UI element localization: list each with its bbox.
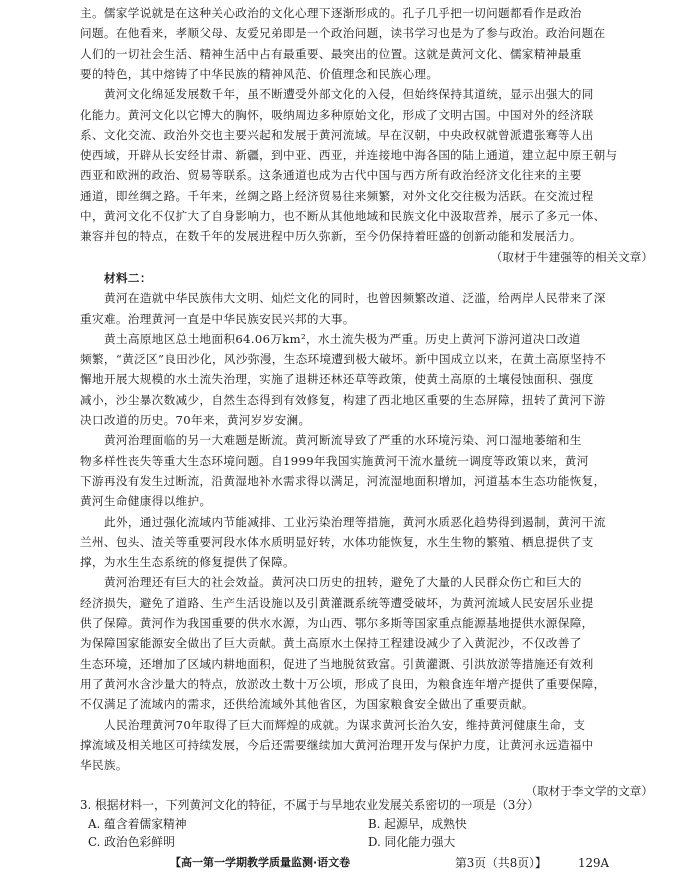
text-line: 化能力。黄河文化以它博大的胸怀，吸纳周边多种原始文化，形成了文明古国。中国对外的经济联 — [80, 107, 594, 122]
text-line: 要的特色，其中熔铸了中华民族的精神风范、价值理念和民族心理。 — [80, 66, 439, 81]
footer-title: 【高一第一学期教学质量监测·语文卷 — [170, 856, 351, 869]
text-line: 下游再没有发生过断流，沿黄湿地补水需求得以满足，河流湿地面积增加，河道基本生态功能恢复， — [80, 473, 606, 488]
text-line: 黄河文化绵延发展数千年，虽不断遭受外部文化的入侵，但始终保持其道统，显示出强大的同 — [104, 87, 594, 102]
text-line: 懈地开展大规模的水土流失治理，实施了退耕还林还草等政策，使黄土高原的土壤侵蚀面积、强度 — [80, 372, 594, 387]
text-line: 频繁，“黄泛区”良田沙化，风沙弥漫，生态环境遭到极大破坏。新中国成立以来，在黄土高原坚持不 — [80, 352, 607, 367]
option-b: B. 起源早，成熟快 — [368, 817, 467, 831]
text-line: 黄河治理还有巨大的社会效益。黄河决口历史的扭转，避免了大量的人民群众伤亡和巨大的 — [104, 575, 582, 590]
text-line: 黄土高原地区总土地面积64.06万km²，水土流失极为严重。历史上黄河下游河道决口改道 — [104, 331, 581, 346]
text-line: 撑流域及相关地区可持续发展，今后还需要继续加大黄河治理开发与保护力度，让黄河永远造福中 — [80, 737, 594, 752]
text-line: 此外，通过强化流域内节能减排、工业污染治理等措施，黄河水质恶化趋势得到遏制，黄河干流 — [104, 514, 606, 529]
text-line: 决口改道的历史。70年来，黄河岁岁安澜。 — [80, 413, 311, 427]
text-line: 减小，沙尘暴次数减少，自然生态得到有效修复，构建了西北地区重要的生态屏障，扭转了黄河下游 — [80, 392, 606, 407]
text-line: 问题。在他看来，孝顺父母、友爱兄弟即是一个政治问题，读书学习也是为了参与政治。政治问题在 — [80, 26, 606, 41]
footer-page-number: 第3页（共8页）】 — [455, 856, 547, 870]
text-line: 兼容并包的特点，在数千年的发展进程中历久弥新，至今仍保持着旺盛的创新动能和发展活力。 — [80, 229, 582, 244]
text-line: 黄河在造就中华民族伟大文明、灿烂文化的同时，也曾因频繁改道、泛滥，给两岸人民带来了深 — [104, 291, 606, 306]
option-c: C. 政治色彩鲜明 — [88, 835, 175, 849]
text-line: 华民族。 — [80, 758, 128, 773]
text-line: 黄河生命健康得以维护。 — [80, 494, 212, 509]
question-stem: 3. 根据材料一，下列黄河文化的特征，不属于与旱地农业发展关系密切的一项是（3分） — [80, 798, 539, 812]
text-line: 兰州、包头、渣关等重要河段水体水质明显好转，水体功能恢复，水生生物的繁殖、栖息提供了支 — [80, 534, 594, 549]
text-line: 经济损失，避免了道路、生产生活设施以及引黄灌溉系统等遭受破坏，为黄河流域人民安居乐业提 — [80, 595, 594, 610]
text-line: 生态环境，还增加了区域内耕地面积，促进了当地脱贫致富。引黄灌溉、引洪放淤等措施还有效利 — [80, 656, 594, 671]
option-d: D. 同化能力强大 — [368, 835, 456, 849]
text-line: 撑，为水生生态系统的修复提供了保障。 — [80, 555, 295, 570]
text-line: 主。儒家学说就是在这种关心政治的文化心理下逐渐形成的。孔子几乎把一切问题都看作是政治 — [80, 6, 582, 20]
option-a: A. 蕴含着儒家精神 — [88, 817, 187, 831]
source-citation: （取材于牛建强等的相关文章） — [490, 249, 653, 264]
footer-code: 129A — [578, 856, 610, 870]
text-line: 不仅满足了流域内的需求，还供给流域外其他省区，为国家粮食安全做出了重要贡献。 — [80, 697, 534, 712]
text-line: 通道，即丝绸之路。千年来，丝绸之路上经济贸易往来频繁，对外文化交往极为活跃。在交流过程 — [80, 188, 594, 203]
text-line: 供了保障。黄河作为我国重要的供水水源，为山西、鄂尔多斯等国家重点能源基地提供水源保障， — [80, 616, 594, 630]
text-line: 中，黄河文化不仅扩大了自身影响力，也不断从其他地域和民族文化中汲取营养，展示了多元一体、 — [80, 209, 606, 223]
text-line: 系、文化交流、政治外交也主要兴起和发展于黄河流域。早在汉朝，中央政权就曾派遣张骞等人出 — [80, 127, 594, 142]
material-heading: 材料二： — [104, 270, 152, 285]
text-line: 人们的一切社会生活、精神生活中占有最重要、最突出的位置。这就是黄河文化、儒家精神最重 — [80, 46, 582, 61]
source-citation: （取材于李文学的文章） — [525, 784, 653, 799]
text-line: 人民治理黄河70年取得了巨大而辉煌的成就。为谋求黄河长治久安，维持黄河健康生命，支 — [104, 717, 586, 732]
text-line: 西亚和欧洲的政治、贸易等联系。这条通道也成为古代中国与西方所有政治经济文化往来的主要 — [80, 168, 582, 183]
text-line: 使西域，开辟从长安经甘肃、新疆，到中亚、西亚，并连接地中海各国的陆上通道，建立起中原王朝与 — [80, 148, 618, 163]
text-line: 物多样性丧失等重大生态环境问题。自1999年我国实施黄河干流水量统一调度等政策以来，黄河 — [80, 453, 589, 468]
text-line: 黄河治理面临的另一大难题是断流。黄河断流导致了严重的水环境污染、河口湿地萎缩和生 — [104, 433, 582, 448]
text-line: 为保障国家能源安全做出了巨大贡献。黄土高原水土保持工程建设减少了入黄泥沙，不仅改善了 — [80, 636, 582, 651]
text-line: 重灾难。治理黄河一直是中华民族安民兴邦的大事。 — [80, 311, 355, 326]
text-line: 用了黄河水含沙量大的特点，放淤改土数十万公顷，形成了良田，为粮食连年增产提供了重要保障， — [80, 676, 606, 691]
